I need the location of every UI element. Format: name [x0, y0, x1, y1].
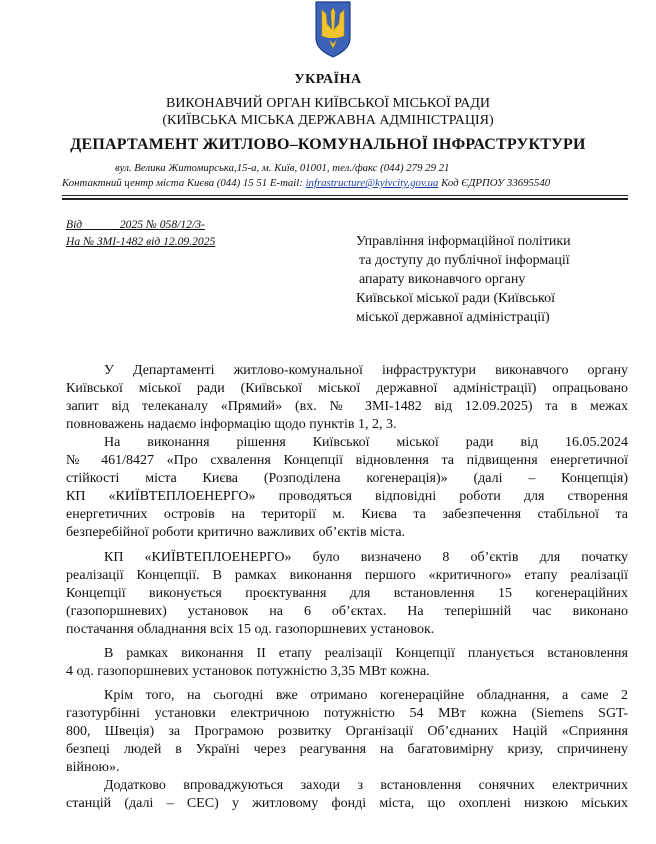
- header-divider-thin: [62, 195, 628, 196]
- body-line: 800, Швеція) за Програмою розвитку Організації Об’єднаних Націй «Сприяння: [66, 724, 628, 739]
- country-title: УКРАЇНА: [294, 72, 362, 87]
- body-line: На виконання рішення Київської міської ради від 16.05.2024: [104, 435, 628, 450]
- body-line: Концепції виконується проєктування для встановлення 15 когенераційних: [66, 586, 628, 601]
- org-name-line1: ВИКОНАВЧИЙ ОРГАН КИЇВСЬКОЇ МІСЬКОЇ РАДИ: [165, 96, 491, 111]
- addressee-line: та доступу до публічної інформації: [359, 253, 570, 268]
- body-line: безпеці людей в Україні через реагування на багатовимірну кризу, спричинену: [66, 742, 628, 757]
- contact-line: [62, 177, 550, 189]
- body-line: газотурбінні установки електричною потужністю 54 МВт кожна (Siemens SGT-: [66, 706, 628, 721]
- body-line: КП «КИЇВТЕПЛОЕНЕРГО» було визначено 8 об’єктів для початку: [104, 550, 628, 565]
- body-line: № 461/8427 «Про схвалення Концепції відновлення та підвищення енергетичної: [66, 453, 628, 468]
- body-line: У Департаменті житлово-комунальної інфраструктури виконавчого органу: [104, 363, 628, 378]
- body-line: стійкості міста Києва (Розподілена когенерація)» (далі – Концепція): [66, 471, 628, 486]
- body-line: запит від телеканалу «Прямий» (вх. № ЗМІ-1482 від 12.09.2025) та в межах: [66, 399, 628, 414]
- body-line: (газопоршневих) установок на 6 об’єктах. На теперішній час виконано: [66, 604, 628, 619]
- body-line: КП «КИЇВТЕПЛОЕНЕРГО» проводяться відповідні роботи для створення: [66, 489, 628, 504]
- body-line: станцій (далі – СЕС) у житловому фонді міста, що охоплені низкою міських: [66, 796, 628, 811]
- outgoing-reference: Від 2025 № 058/12/3-: [66, 218, 205, 231]
- department-title: ДЕПАРТАМЕНТ ЖИТЛОВО–КОМУНАЛЬНОЇ ІНФРАСТРУКТУРИ: [70, 136, 586, 153]
- contact-prefix: Контактний центр міста Києва (044) 15 51 E-mail:: [62, 177, 306, 189]
- body-line: В рамках виконання ІІ етапу реалізації Концепції планується встановлення: [104, 646, 628, 661]
- body-line: Крім того, на сьогодні вже отримано когенераційне обладнання, а саме 2: [104, 688, 628, 703]
- body-line: постачання обладнання всіх 15 од. газопоршневих установок.: [66, 622, 435, 637]
- addressee-block: [356, 232, 626, 327]
- coat-of-arms-icon: [313, 0, 353, 58]
- addressee-line: Управління інформаційної політики: [356, 234, 571, 249]
- body-line: 4 од. газопоршневих установок потужністю 3,35 МВт кожна.: [66, 664, 430, 679]
- incoming-reference: На № ЗМІ-1482 від 12.09.2025: [66, 235, 216, 248]
- body-line: енергетичних островів на території м. Києва та забезпечення стабільної та: [66, 507, 628, 522]
- address-line: вул. Велика Житомирська,15-а, м. Київ, 01001, тел./факс (044) 279 29 21: [115, 162, 450, 174]
- edrpou-code: Код ЄДРПОУ 33695540: [438, 177, 551, 189]
- header-divider-thick: [62, 198, 628, 200]
- body-line: безперебійної роботи критично важливих об’єктів міста.: [66, 525, 406, 540]
- body-line: Київської міської ради (Київської міської державної адміністрації) опрацьовано: [66, 381, 628, 396]
- body-line: реалізації Концепції. В рамках виконання першого «критичного» етапу реалізації: [66, 568, 628, 583]
- addressee-line: апарату виконавчого органу: [359, 272, 526, 287]
- addressee-line: Київської міської ради (Київської: [356, 291, 555, 306]
- email-link[interactable]: infrastructure@kyivcity.gov.ua: [305, 177, 439, 189]
- body-line: Додатково впроваджуються заходи з встановлення сонячних електричних: [104, 778, 628, 793]
- addressee-line: міської державної адміністрації): [356, 310, 550, 325]
- org-name-line2: (КИЇВСЬКА МІСЬКА ДЕРЖАВНА АДМІНІСТРАЦІЯ): [162, 113, 494, 128]
- body-line: повноважень надаємо інформацію щодо пунктів 1, 2, 3.: [66, 417, 397, 432]
- body-line: війною».: [66, 760, 120, 775]
